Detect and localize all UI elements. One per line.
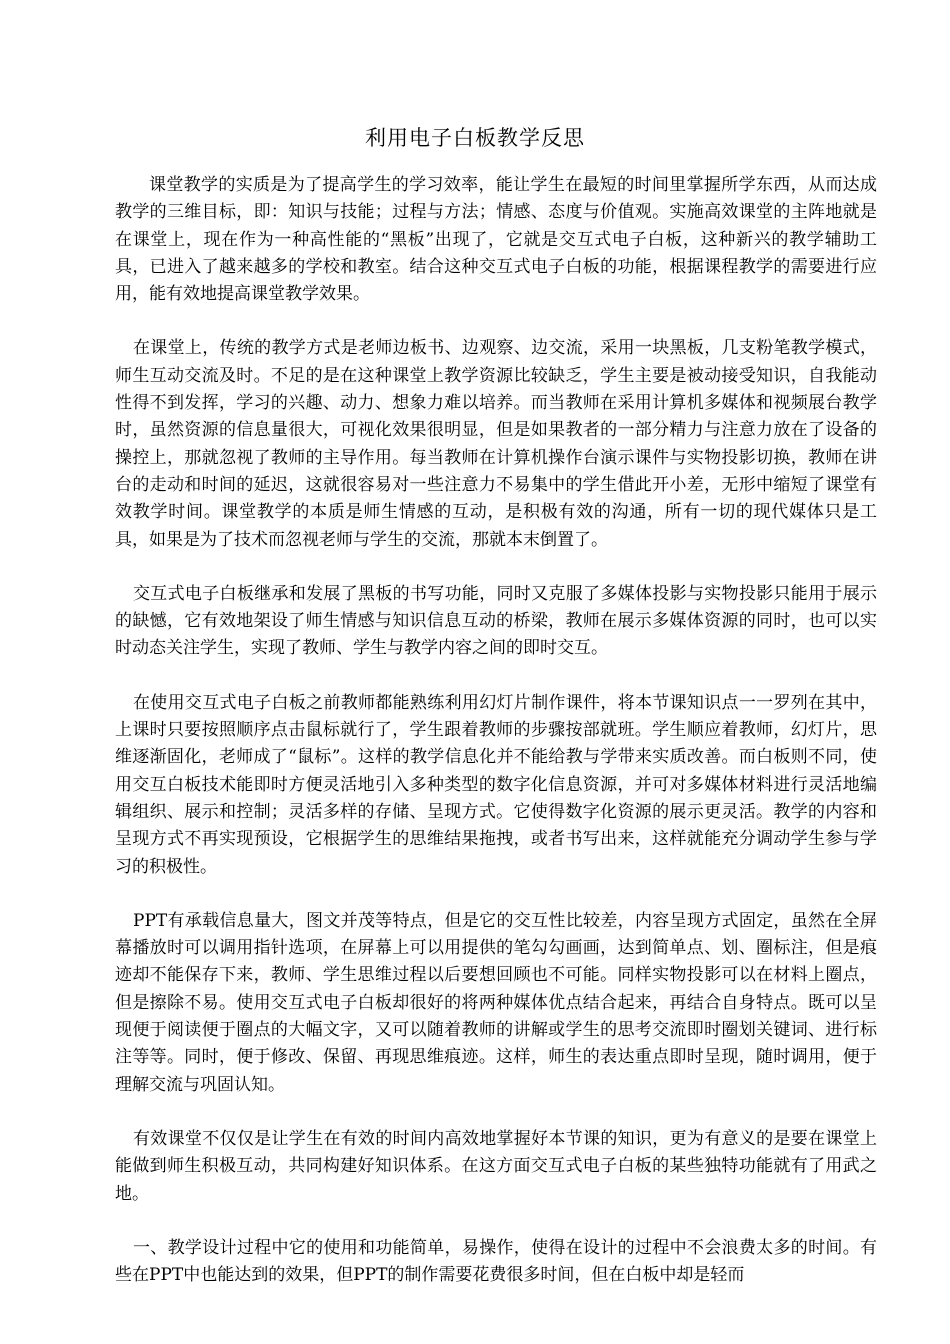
paragraph-4: 在使用交互式电子白板之前教师都能熟练利用幻灯片制作课件，将本节课知识点一一罗列在其中，上课时只要按照顺序点击鼠标就行了，学生跟着教师的步骤按部就班。学生顺应着教师，幻灯片，思维逐渐固化，老师成了“鼠标”。这样的教学信息化并不能给教与学带来实质改善。而白板则不同，使用交互白板技术能即时方便灵活地引入多种类型的数字化信息资源，并可对多媒体材料进行灵活地编辑组织、展示和控制；灵活多样的存储、呈现方式。它使得数字化资源的展示更灵活。教学的内容和呈现方式不再实现预设，它根据学生的思维结果拖拽，或者书写出来，这样就能充分调动学生参与学习的积极性。: [115, 692, 877, 877]
paragraph-6: 有效课堂不仅仅是让学生在有效的时间内高效地掌握好本节课的知识，更为有意义的是要在课堂上能做到师生积极互动，共同构建好知识体系。在这方面交互式电子白板的某些独特功能就有了用武之地。: [115, 1128, 877, 1204]
document-title: 利用电子白板教学反思: [365, 126, 585, 150]
document-body: [115, 172, 877, 1289]
paragraph-7: 一、教学设计过程中它的使用和功能简单，易操作，使得在设计的过程中不会浪费太多的时间。有些在PPT中也能达到的效果，但PPT的制作需要花费很多时间，但在白板中却是轻而: [115, 1237, 877, 1286]
paragraph-3: 交互式电子白板继承和发展了黑板的书写功能，同时又克服了多媒体投影与实物投影只能用于展示的缺憾，它有效地架设了师生情感与知识信息互动的桥梁，教师在展示多媒体资源的同时，也可以实时动态关注学生，实现了教师、学生与教学内容之间的即时交互。: [115, 583, 877, 659]
paragraph-1: 课堂教学的实质是为了提高学生的学习效率，能让学生在最短的时间里掌握所学东西，从而达成教学的三维目标，即：知识与技能；过程与方法；情感、态度与价值观。实施高效课堂的主阵地就是在课堂上，现在作为一种高性能的“黑板”出现了，它就是交互式电子白板，这种新兴的教学辅助工具，已进入了越来越多的学校和教室。结合这种交互式电子白板的功能，根据课程教学的需要进行应用，能有效地提高课堂教学效果。: [115, 175, 877, 305]
paragraph-5: PPT有承载信息量大，图文并茂等特点，但是它的交互性比较差，内容呈现方式固定，虽然在全屏幕播放时可以调用指针选项，在屏幕上可以用提供的笔勾勾画画，达到简单点、划、圈标注，但是痕迹却不能保存下来，教师、学生思维过程以后要想回顾也不可能。同样实物投影可以在材料上圈点，但是擦除不易。使用交互式电子白板却很好的将两种媒体优点结合起来，再结合自身特点。既可以呈现便于阅读便于圈点的大幅文字，又可以随着教师的讲解或学生的思考交流即时圈划关键词、进行标注等等。同时，便于修改、保留、再现思维痕迹。这样，师生的表达重点即时呈现，随时调用，便于理解交流与巩固认知。: [115, 910, 877, 1095]
paragraph-2: 在课堂上，传统的教学方式是老师边板书、边观察、边交流，采用一块黑板，几支粉笔教学模式，师生互动交流及时。不足的是在这种课堂上教学资源比较缺乏，学生主要是被动接受知识，自我能动性得不到发挥，学习的兴趣、动力、想象力难以培养。而当教师在采用计算机多媒体和视频展台教学时，虽然资源的信息量很大，可视化效果很明显，但是如果教者的一部分精力与注意力放在了设备的操控上，那就忽视了教师的主导作用。每当教师在计算机操作台演示课件与实物投影切换，教师在讲台的走动和时间的延迟，这就很容易对一些注意力不易集中的学生借此开小差，无形中缩短了课堂有效教学时间。课堂教学的本质是师生情感的互动，是积极有效的沟通，所有一切的现代媒体只是工具，如果是为了技术而忽视老师与学生的交流，那就本末倒置了。: [115, 338, 877, 550]
